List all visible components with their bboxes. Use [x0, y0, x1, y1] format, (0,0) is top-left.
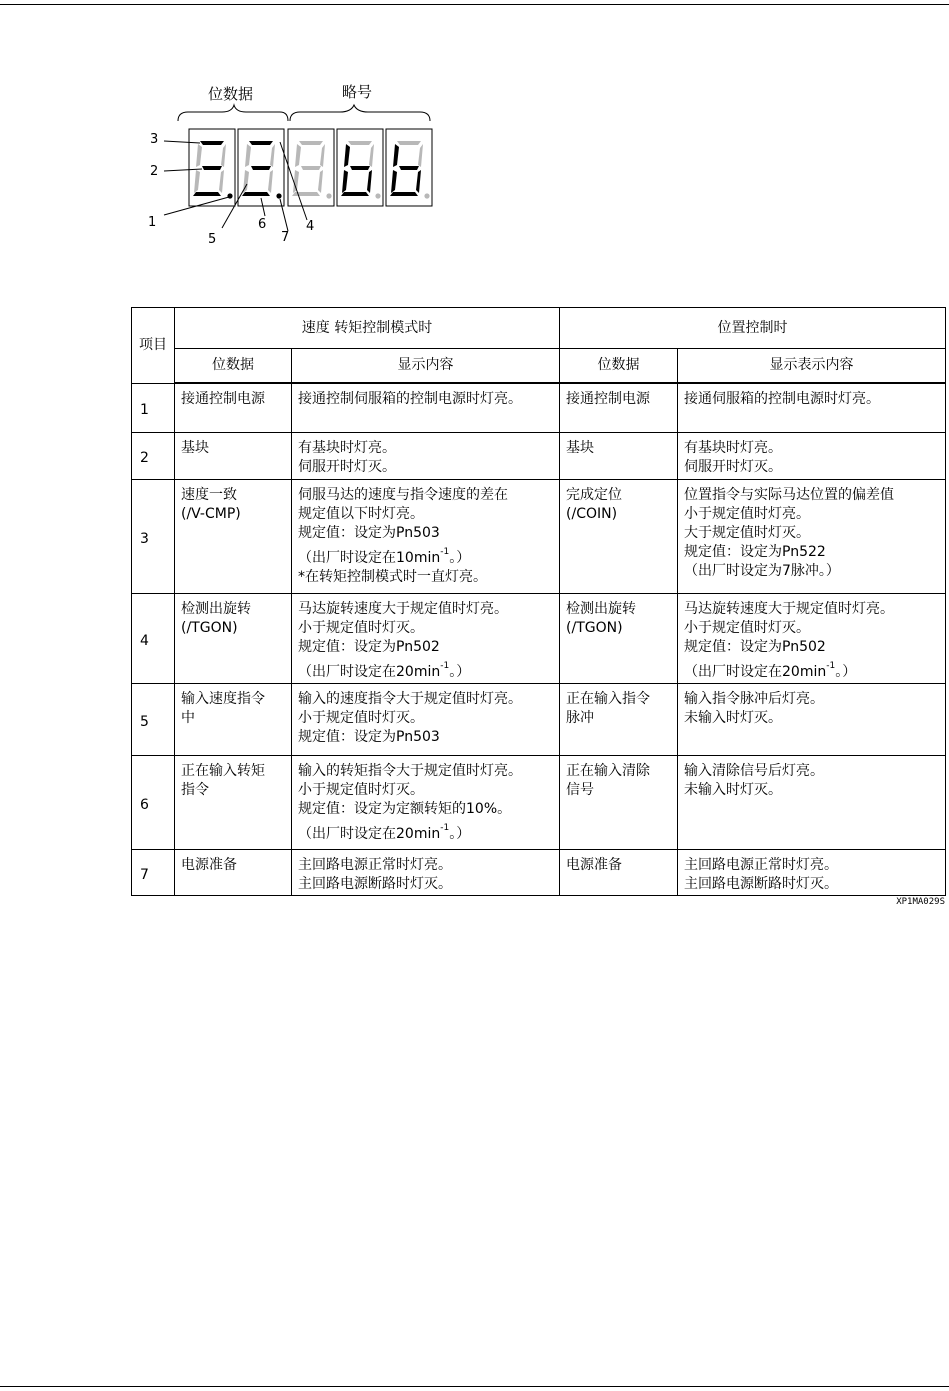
- header-display-content-position: 显示表示内容: [678, 349, 946, 384]
- superscript: -1: [440, 546, 450, 557]
- bit-name-speed: 接通控制电源: [175, 383, 292, 432]
- content-text: 马达旋转速度大于规定值时灯亮。 小于规定值时灯灭。 规定值：设定为Pn502 （出厂时设定在20min: [684, 600, 895, 680]
- row-number: 5: [132, 683, 175, 755]
- callout-5: 5: [208, 232, 217, 247]
- bottom-rule: [0, 1386, 949, 1387]
- seg-d: [292, 192, 320, 196]
- decimal-point-lit: [276, 193, 281, 198]
- content-text: 。）: [449, 663, 471, 680]
- bit-name-position: 检测出旋转 (/TGON): [560, 593, 678, 683]
- callout-6: 6: [258, 217, 267, 232]
- callout-4: 4: [306, 219, 315, 234]
- seg-a-lit: [200, 141, 224, 145]
- content-speed: 输入的速度指令大于规定值时灯亮。 小于规定值时灯灭。 规定值：设定为Pn503: [292, 683, 560, 755]
- figure-code: XP1MA029S: [896, 897, 945, 907]
- table-row: [132, 432, 946, 479]
- content-position: 有基块时灯亮。 伺服开时灯灭。: [678, 432, 946, 479]
- header-item: 项目: [132, 308, 175, 384]
- seg-d-lit: [242, 192, 270, 196]
- seg-a-lit: [249, 141, 273, 145]
- callout-1: 1: [148, 215, 157, 230]
- decimal-point-lit: [227, 193, 232, 198]
- top-rule: [0, 4, 949, 5]
- content-text: 。） *在转矩控制模式时一直灯亮。: [298, 549, 487, 585]
- row-number: 2: [132, 432, 175, 479]
- table-row: [132, 755, 946, 849]
- callout-3: 3: [150, 132, 159, 147]
- seg-d-lit: [390, 192, 418, 196]
- seg-g-lit: [251, 166, 271, 170]
- content-text: 伺服马达的速度与指令速度的差在 规定值以下时灯亮。 规定值：设定为Pn503 （出厂时设定在10min: [298, 486, 508, 566]
- bit-name-position: 完成定位 (/COIN): [560, 479, 678, 593]
- header-bit-data-position: 位数据: [560, 349, 678, 384]
- table-header-row: [132, 308, 946, 349]
- bit-name-position: 接通控制电源: [560, 383, 678, 432]
- table-row: [132, 383, 946, 432]
- display-spec-table: [131, 307, 946, 896]
- decimal-point: [375, 193, 380, 198]
- bit-name-position: 正在输入清除 信号: [560, 755, 678, 849]
- row-number: 4: [132, 593, 175, 683]
- bit-name-speed: 电源准备: [175, 849, 292, 895]
- bit-name-position: 电源准备: [560, 849, 678, 895]
- abbr-brace: [290, 105, 430, 121]
- content-position: 输入指令脉冲后灯亮。 未输入时灯灭。: [678, 683, 946, 755]
- content-speed: [292, 593, 560, 683]
- table-row: [132, 593, 946, 683]
- table-row: [132, 683, 946, 755]
- content-speed: [292, 479, 560, 593]
- callout-2: 2: [150, 164, 159, 179]
- table-subheader-row: [132, 349, 946, 384]
- superscript: -1: [826, 660, 836, 671]
- row-number: 1: [132, 383, 175, 432]
- row-number: 7: [132, 849, 175, 895]
- table-row: [132, 849, 946, 895]
- seg-d-lit: [193, 192, 221, 196]
- content-speed: [292, 755, 560, 849]
- header-speed-torque-mode: 速度 转矩控制模式时: [175, 308, 560, 349]
- bit-data-brace: [178, 105, 288, 121]
- bit-name-position: 正在输入指令 脉冲: [560, 683, 678, 755]
- content-speed: 主回路电源正常时灯亮。 主回路电源断路时灯灭。: [292, 849, 560, 895]
- content-position: 接通伺服箱的控制电源时灯亮。: [678, 383, 946, 432]
- seg-g: [301, 166, 321, 170]
- content-text: 马达旋转速度大于规定值时灯亮。 小于规定值时灯灭。 规定值：设定为Pn502 （出厂时设定在20min: [298, 600, 508, 680]
- content-text: 。）: [449, 825, 471, 842]
- seven-segment-display-diagram: [130, 70, 450, 250]
- seg-d-lit: [341, 192, 369, 196]
- content-position: 主回路电源正常时灯亮。 主回路电源断路时灯灭。: [678, 849, 946, 895]
- content-text: 输入的转矩指令大于规定值时灯亮。 小于规定值时灯灭。 规定值：设定为定额转矩的10%。 （出厂时设定在20min: [298, 762, 522, 842]
- content-position: 位置指令与实际马达位置的偏差值 小于规定值时灯亮。 大于规定值时灯灭。 规定值：设定为Pn522 （出厂时设定为7脉冲。）: [678, 479, 946, 593]
- superscript: -1: [440, 822, 450, 833]
- bit-name-speed: 基块: [175, 432, 292, 479]
- seg-a: [397, 141, 421, 145]
- table-row: [132, 479, 946, 593]
- bit-name-speed: 正在输入转矩 指令: [175, 755, 292, 849]
- decimal-point: [326, 193, 331, 198]
- bit-name-speed: 检测出旋转 (/TGON): [175, 593, 292, 683]
- header-position-mode: 位置控制时: [560, 308, 946, 349]
- header-bit-data-speed: 位数据: [175, 349, 292, 384]
- content-position: 输入清除信号后灯亮。 未输入时灯灭。: [678, 755, 946, 849]
- content-speed: 有基块时灯亮。 伺服开时灯灭。: [292, 432, 560, 479]
- seg-g-lit: [350, 166, 370, 170]
- content-text: 。）: [835, 663, 857, 680]
- seg-g-lit: [202, 166, 222, 170]
- seg-g-lit: [399, 166, 419, 170]
- callout-7: 7: [281, 230, 290, 245]
- row-number: 3: [132, 479, 175, 593]
- bit-name-speed: 速度一致 (/V-CMP): [175, 479, 292, 593]
- header-display-content-speed: 显示内容: [292, 349, 560, 384]
- bit-name-speed: 输入速度指令 中: [175, 683, 292, 755]
- content-position: [678, 593, 946, 683]
- seg-a: [348, 141, 372, 145]
- bit-name-position: 基块: [560, 432, 678, 479]
- content-speed: 接通控制伺服箱的控制电源时灯亮。: [292, 383, 560, 432]
- seg-a: [299, 141, 323, 145]
- bit-data-label: 位数据: [208, 85, 254, 103]
- abbr-label: 略号: [342, 83, 373, 101]
- decimal-point: [424, 193, 429, 198]
- superscript: -1: [440, 660, 450, 671]
- row-number: 6: [132, 755, 175, 849]
